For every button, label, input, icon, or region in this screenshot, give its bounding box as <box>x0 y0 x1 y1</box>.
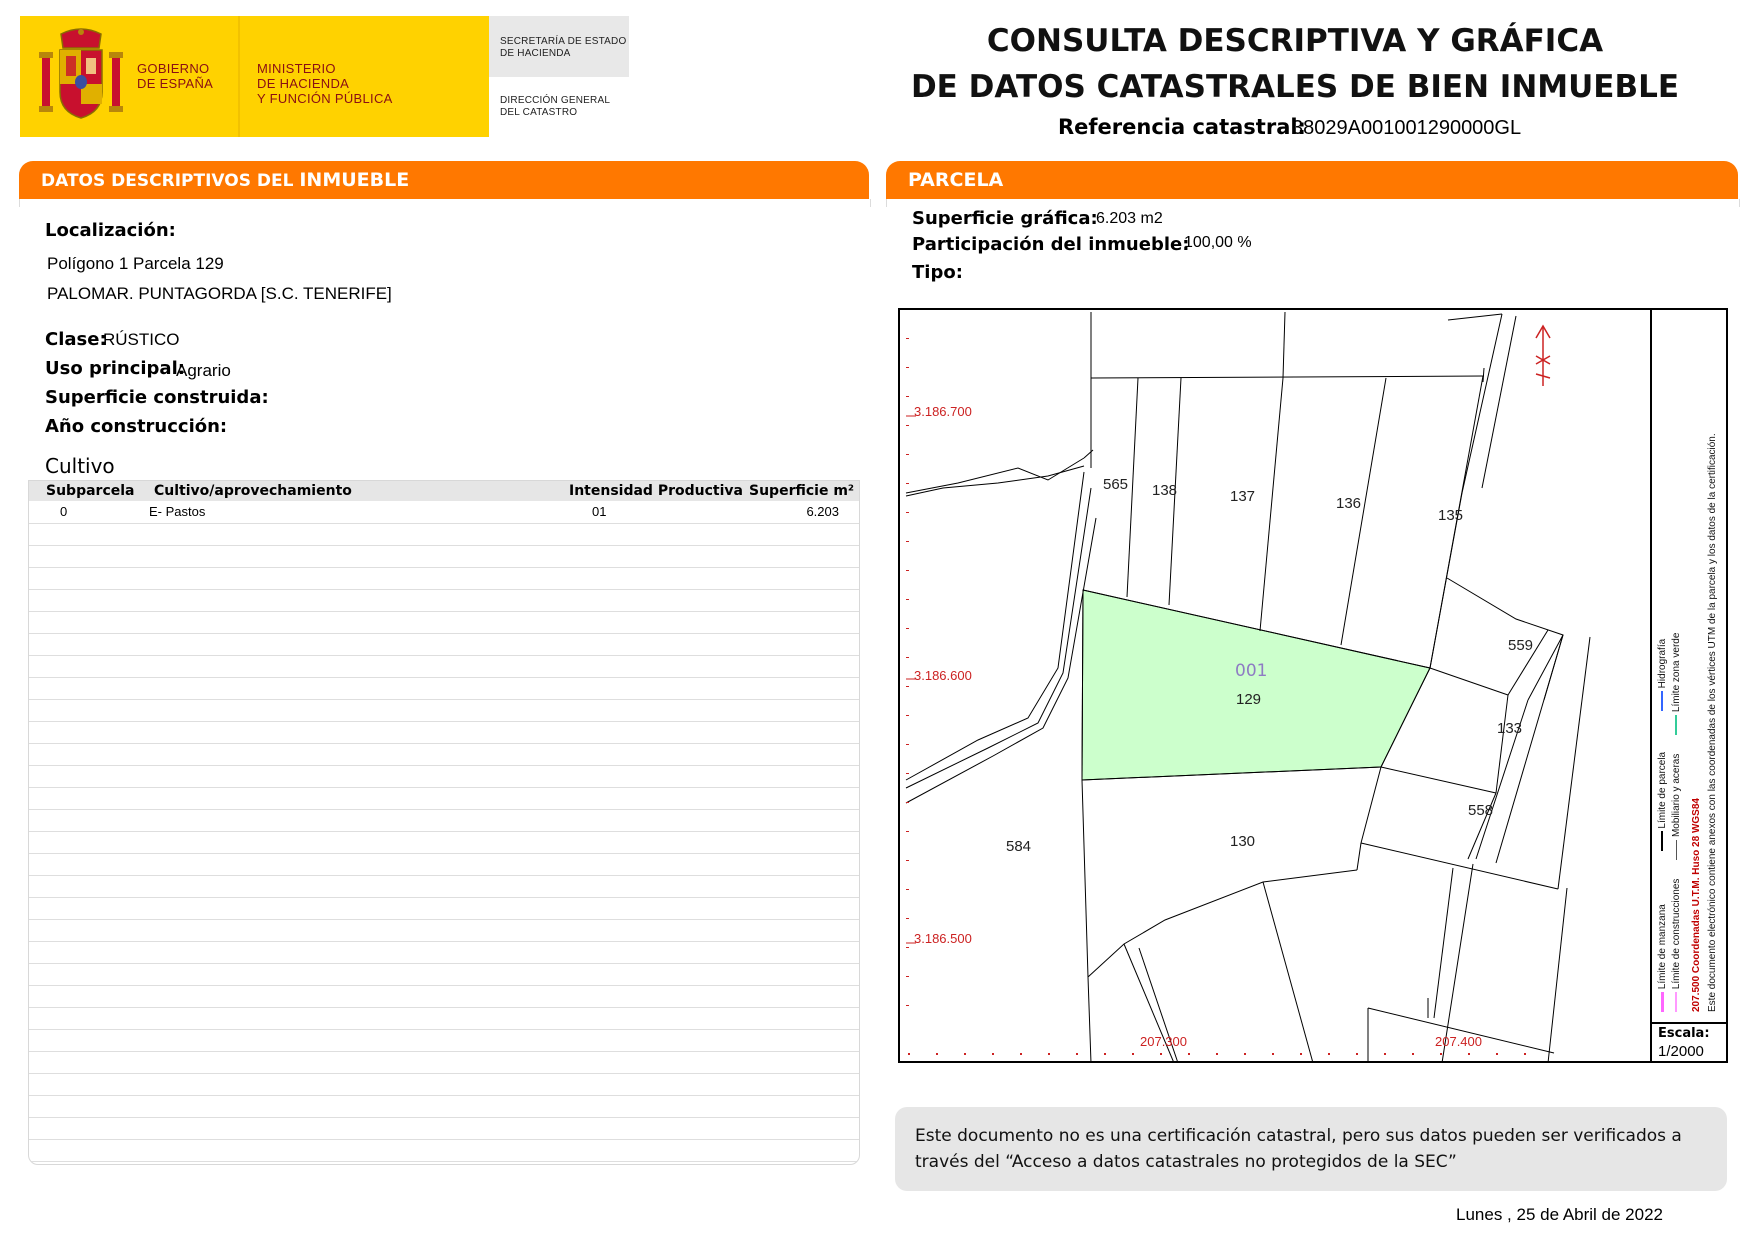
grid-tick <box>906 889 909 890</box>
grid-tick <box>992 1053 994 1055</box>
grid-tick <box>1412 1053 1414 1055</box>
zona-verde-swatch <box>1675 715 1677 735</box>
y-coord-1: 3.186.700 <box>914 404 972 419</box>
ministry-line-3: Y FUNCIÓN PÚBLICA <box>257 91 393 106</box>
grid-tick <box>906 802 909 803</box>
direccion-name <box>500 95 610 119</box>
grid-tick <box>908 1053 910 1055</box>
parcel-label[interactable]: 584 <box>1006 838 1032 855</box>
parcel-label[interactable]: 133 <box>1497 720 1523 737</box>
verification-note: Este documento no es una certificación catastral, pero sus datos pueden ser verificados a través del “Acceso a datos catastrales no protegidos de la SEC” <box>895 1107 1727 1191</box>
document-date: Lunes , 25 de Abril de 2022 <box>1456 1205 1663 1224</box>
secretaria-name <box>500 36 626 60</box>
participacion-label: Participación del inmueble: <box>912 234 1190 255</box>
sup-grafica-value: 6.203 m2 <box>1096 210 1163 227</box>
legend-item-4: Límite de construcciones <box>1671 878 1682 990</box>
grid-tick <box>1216 1053 1218 1055</box>
uso-value: Agrario <box>176 361 231 380</box>
legend-rotated-area <box>1654 312 1726 1018</box>
direccion-line-1: DIRECCIÓN GENERAL <box>500 95 611 106</box>
grid-tick <box>1328 1053 1330 1055</box>
parcel-code: 001 <box>1235 661 1268 681</box>
table-header <box>29 481 859 501</box>
grid-tick <box>906 570 909 571</box>
scale-box <box>1650 1022 1728 1063</box>
grid-tick <box>906 831 909 832</box>
parcela-heading: PARCELA <box>886 161 1738 199</box>
grid-tick <box>1496 1053 1498 1055</box>
x-coord-2: 207.400 <box>1435 1034 1482 1049</box>
title-line-2: DE DATOS CATASTRALES DE BIEN INMUEBLE <box>910 69 1680 105</box>
table-row <box>29 655 859 678</box>
grid-tick <box>906 541 909 542</box>
cell-superficie: 6.203 <box>806 504 839 519</box>
legend-row-1 <box>1656 639 1670 1012</box>
secretaria-line-1: SECRETARÍA DE ESTADO <box>500 36 627 47</box>
secretaria-line-2: DE HACIENDA <box>500 48 571 59</box>
grid-tick <box>906 860 909 861</box>
scale-value: 1/2000 <box>1658 1043 1704 1060</box>
table-row <box>29 1051 859 1074</box>
parcel-label[interactable]: 129 <box>1236 691 1262 708</box>
table-row <box>29 567 859 590</box>
direccion-line-2: DEL CATASTRO <box>500 107 578 118</box>
table-row <box>29 831 859 854</box>
grid-tick <box>1160 1053 1162 1055</box>
parcel-label[interactable]: 137 <box>1230 488 1256 505</box>
grid-tick <box>1384 1053 1386 1055</box>
legend-row-2 <box>1670 633 1684 1012</box>
hidrografia-swatch <box>1661 691 1663 711</box>
parcela-frame <box>886 199 1740 207</box>
legend-item-2: Límite de parcela <box>1657 751 1668 829</box>
ministry-line-2: DE HACIENDA <box>257 76 350 91</box>
cultivo-table <box>28 480 860 1165</box>
tipo-label: Tipo: <box>912 262 963 283</box>
table-row <box>29 941 859 964</box>
table-row <box>29 897 859 920</box>
table-row <box>29 523 859 546</box>
grid-tick <box>1188 1053 1190 1055</box>
logo-separator <box>238 16 240 137</box>
anio-label: Año construcción: <box>45 416 228 437</box>
map-legend <box>1650 308 1728 1024</box>
grid-tick <box>1272 1053 1274 1055</box>
grid-tick <box>906 715 909 716</box>
parcel-label[interactable]: 138 <box>1152 482 1178 499</box>
parcel-label[interactable]: 135 <box>1438 507 1464 524</box>
grid-tick <box>964 1053 966 1055</box>
coat-of-arms-icon <box>36 28 126 126</box>
document-title <box>880 18 1710 110</box>
grid-tick <box>906 483 909 484</box>
manzana-swatch <box>1661 992 1664 1012</box>
localizacion-line-2: PALOMAR. PUNTAGORDA [S.C. TENERIFE] <box>47 284 392 303</box>
parcel-label[interactable]: 559 <box>1508 637 1534 654</box>
grid-tick <box>1132 1053 1134 1055</box>
header-cultivo: Cultivo/aprovechamiento <box>154 483 352 499</box>
grid-tick <box>1020 1053 1022 1055</box>
cell-subparcela: 0 <box>60 504 68 519</box>
legend-rotated-content <box>1654 312 1726 1018</box>
grid-tick <box>906 686 909 687</box>
localizacion-label: Localización: <box>45 220 176 241</box>
cadastral-map[interactable] <box>898 308 1728 1063</box>
cultivo-title: Cultivo <box>45 454 115 478</box>
header-intensidad: Intensidad Productiva <box>569 483 743 499</box>
ref-label: Referencia catastral: <box>1058 115 1306 139</box>
grid-tick <box>906 773 909 774</box>
table-row <box>29 501 859 524</box>
grid-tick <box>1356 1053 1358 1055</box>
clase-value: RÚSTICO <box>103 330 180 349</box>
legend-item-3: Hidrografía <box>1657 638 1668 689</box>
parcela-swatch <box>1661 831 1663 851</box>
descriptivos-heading <box>19 161 869 199</box>
grid-tick <box>906 976 909 977</box>
localizacion-line-1: Polígono 1 Parcela 129 <box>47 254 224 273</box>
table-row <box>29 545 859 568</box>
ref-value: 38029A001001290000GL <box>1292 117 1522 139</box>
table-row <box>29 985 859 1008</box>
table-row <box>29 765 859 788</box>
grid-tick <box>906 338 909 339</box>
table-row <box>29 1095 859 1118</box>
grid-tick <box>1104 1053 1106 1055</box>
gov-name <box>137 61 213 91</box>
scale-label: Escala: <box>1658 1026 1710 1041</box>
table-row <box>29 853 859 876</box>
grid-tick <box>906 396 909 397</box>
table-row <box>29 1139 859 1162</box>
north-arrow-icon <box>1536 326 1550 386</box>
table-row <box>29 677 859 700</box>
descriptivos-frame <box>19 199 871 207</box>
grid-tick <box>906 947 909 948</box>
parcel-label[interactable]: 136 <box>1336 495 1362 512</box>
uso-label: Uso principal: <box>45 358 185 379</box>
gov-line-2: DE ESPAÑA <box>137 76 214 91</box>
table-row <box>29 919 859 942</box>
table-row <box>29 589 859 612</box>
legend-item-6: Límite zona verde <box>1671 632 1682 713</box>
legend-coords-note: 207.500 Coordenadas U.T.M. Huso 28 WGS84 <box>1691 798 1702 1012</box>
table-row <box>29 1007 859 1030</box>
grid-tick <box>1244 1053 1246 1055</box>
table-row <box>29 633 859 656</box>
header-superficie: Superficie m² <box>749 483 855 499</box>
table-row <box>29 611 859 634</box>
cell-intensidad: 01 <box>592 504 607 519</box>
grid-tick <box>906 918 909 919</box>
table-row <box>29 1073 859 1096</box>
descriptivos-heading-a: DATOS DESCRIPTIVOS DEL <box>41 171 300 191</box>
ministry-line-1: MINISTERIO <box>257 61 336 76</box>
gov-line-1: GOBIERNO <box>137 61 210 76</box>
grid-tick <box>906 599 909 600</box>
grid-tick <box>906 628 909 629</box>
table-row <box>29 787 859 810</box>
table-row <box>29 963 859 986</box>
cell-cultivo: E- Pastos <box>149 504 206 519</box>
construcciones-swatch <box>1675 992 1677 1012</box>
sup-grafica-label: Superficie gráfica: <box>912 208 1098 229</box>
table-row <box>29 1029 859 1052</box>
title-line-1: CONSULTA DESCRIPTIVA Y GRÁFICA <box>986 23 1604 59</box>
grid-tick <box>906 1005 909 1006</box>
mobiliario-swatch <box>1676 840 1677 860</box>
grid-tick <box>906 367 909 368</box>
highlighted-parcel[interactable] <box>1082 590 1430 780</box>
grid-tick <box>1468 1053 1470 1055</box>
grid-tick <box>1076 1053 1078 1055</box>
grid-tick <box>906 454 909 455</box>
grid-tick <box>1440 1053 1442 1055</box>
superficie-label: Superficie construida: <box>45 387 269 408</box>
grid-tick <box>906 512 909 513</box>
map-svg <box>898 308 1728 1063</box>
table-row <box>29 1117 859 1140</box>
table-row <box>29 721 859 744</box>
grid-tick <box>906 425 909 426</box>
grid-tick <box>906 657 909 658</box>
grid-tick <box>1048 1053 1050 1055</box>
table-row <box>29 875 859 898</box>
legend-item-1: Límite de manzana <box>1657 904 1668 990</box>
ministry-name <box>257 61 393 106</box>
table-row <box>29 743 859 766</box>
descriptivos-heading-b: INMUEBLE <box>299 169 410 191</box>
parcel-label[interactable]: 558 <box>1468 802 1494 819</box>
grid-tick <box>1524 1053 1526 1055</box>
table-row <box>29 699 859 722</box>
parcel-label[interactable]: 130 <box>1230 833 1256 850</box>
x-coord-1: 207.300 <box>1140 1034 1187 1049</box>
y-coord-2: 3.186.600 <box>914 668 972 683</box>
clase-label: Clase: <box>45 329 107 350</box>
y-coord-3: 3.186.500 <box>914 931 972 946</box>
legend-doc-note: Este documento electrónico contiene anexos con las coordenadas de los vértices UTM de la parcela y los datos de la certificación. <box>1707 433 1718 1012</box>
grid-tick <box>1300 1053 1302 1055</box>
legend-item-5: Mobiliario y aceras <box>1671 753 1682 838</box>
participacion-value: 100,00 % <box>1184 234 1252 251</box>
grid-tick <box>936 1053 938 1055</box>
header-subparcela: Subparcela <box>46 483 135 499</box>
grid-tick <box>906 744 909 745</box>
table-row <box>29 809 859 832</box>
parcel-label[interactable]: 565 <box>1103 476 1129 493</box>
